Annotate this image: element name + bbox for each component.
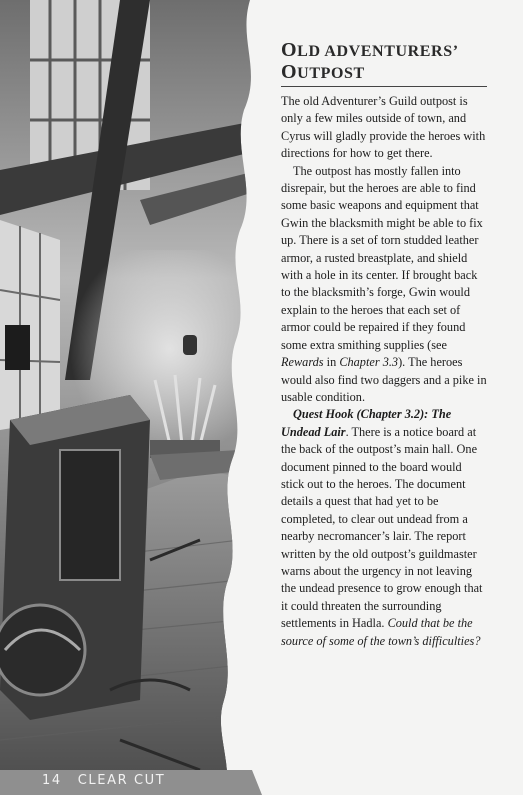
chapter-reference: Chapter 3.3 bbox=[339, 355, 399, 370]
footer-label bbox=[42, 773, 165, 788]
paragraph-quest-hook bbox=[281, 406, 487, 650]
heading-line1: LD ADVENTURERS’ bbox=[297, 43, 459, 60]
book-title: CLEAR CUT bbox=[77, 773, 166, 788]
text-column bbox=[281, 40, 487, 650]
heading-initial: O bbox=[281, 61, 298, 83]
paragraph-text: in bbox=[323, 355, 340, 370]
rewards-reference: Rewards bbox=[281, 355, 324, 370]
page-number: 14 bbox=[42, 773, 62, 788]
section-heading bbox=[281, 40, 487, 87]
paragraph-disrepair bbox=[281, 163, 487, 407]
heading-initial: O bbox=[281, 39, 298, 61]
paragraph-text: . There is a notice board at the back of the outpost’s main hall. One document pinned to the board would stick out to the heroes. The document details a quest that had yet to be completed, to clear out undead from a nearby necromancer’s lair. The report written by the old outpost’s guildmaster warns about the urgency in not leaving the undead presence to grow enough that it could threaten the surrounding settlements in Hadla. bbox=[281, 424, 483, 631]
paragraph-text: ). The heroes would also find two daggers and a pike in usable condition. bbox=[281, 355, 487, 404]
body-text bbox=[281, 93, 487, 650]
closing-question: Could that be the source of some of the town’s difficulties? bbox=[281, 616, 481, 648]
quest-hook-label: Quest Hook (Chapter 3.2): The Undead Lair bbox=[281, 407, 452, 439]
paragraph-intro: The old Adventurer’s Guild outpost is only a few miles outside of town, and Cyrus will gladly provide the heroes with directions for how to get there. bbox=[281, 94, 486, 161]
heading-line2: UTPOST bbox=[297, 65, 365, 82]
paragraph-text: The outpost has mostly fallen into disrepair, but the heroes are able to find some basic weapons and equipment that Gwin the blacksmith might be able to fix up. There is a set of torn studded leather armor, a rusted breastplate, and shield with a hole in its center. If brought back to the blacksmith’s forge, Gwin would explain to the heroes that each set of armor could be repaired if they found some extra smithing supplies (see bbox=[281, 163, 483, 352]
page-footer bbox=[0, 770, 523, 795]
